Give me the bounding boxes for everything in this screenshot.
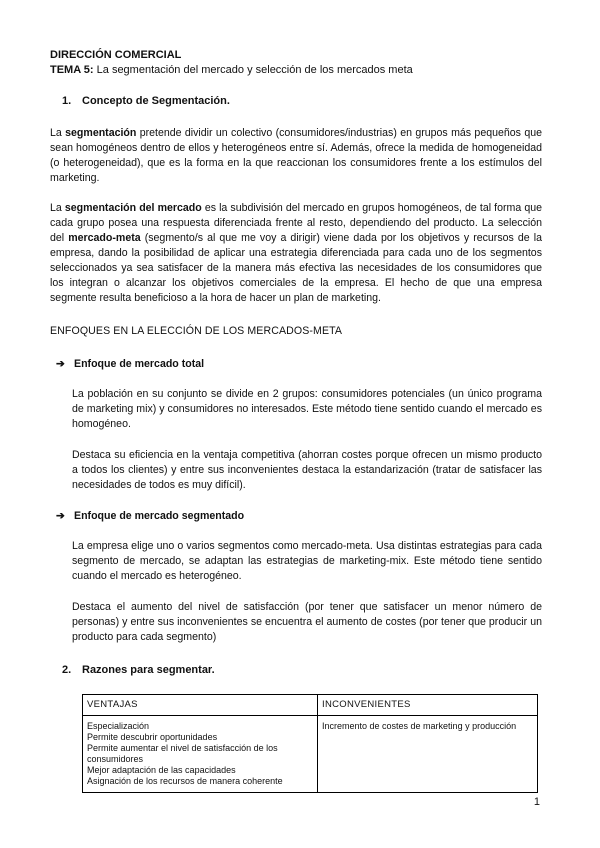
enfoque-total-heading <box>50 357 542 372</box>
table-row <box>83 716 538 793</box>
list-item: Incremento de costes de marketing y producción <box>322 721 517 731</box>
arrow-icon: ➔ <box>56 358 65 370</box>
ventajas-header: VENTAJAS <box>83 695 318 716</box>
arrow-icon: ➔ <box>56 510 65 522</box>
p1-pre: La <box>50 127 66 139</box>
p2-pre: La <box>50 202 65 214</box>
document-page <box>50 48 542 793</box>
list-item: Mejor adaptación de las capacidades <box>87 765 236 775</box>
enfoque-total-paragraph-2: Destaca su eficiencia en la ventaja competitiva (ahorran costes porque ofrecen un mismo producto a todos los clientes) y entre sus inconvenientes destaca la estandarización (tratar de satisfacer las necesidades de todos es muy difícil). <box>72 449 542 491</box>
section-2-title: Razones para segmentar. <box>82 664 215 676</box>
inconvenientes-cell <box>318 716 538 793</box>
tema-label: TEMA 5: <box>50 64 94 76</box>
inconvenientes-header: INCONVENIENTES <box>318 695 538 716</box>
segmentacion-paragraph <box>50 126 542 186</box>
list-item: Asignación de los recursos de manera coherente <box>87 776 283 786</box>
p1-bold: segmentación <box>65 127 137 139</box>
document-subtitle <box>50 63 542 78</box>
enfoque-segmentado-heading <box>50 509 542 524</box>
enfoque-total-paragraph-1: La población en su conjunto se divide en 2 grupos: consumidores potenciales (un único programa de marketing mix) y consumidores no interesados. Este método tiene sentido cuando el mercado es homogéneo. <box>72 388 542 430</box>
list-item: Permite descubrir oportunidades <box>87 732 218 742</box>
enfoque-segmentado-paragraph-2: Destaca el aumento del nivel de satisfacción (por tener que satisfacer un menor número de personas) y entre sus inconvenientes se encuentra el aumento de costes (por tener que producir un producto para cada segmento) <box>72 601 542 643</box>
section-2-number: 2. <box>62 664 72 676</box>
section-2-heading <box>50 663 542 678</box>
enfoque-segmentado-paragraph-1: La empresa elige uno o varios segmentos como mercado-meta. Usa distintas estrategias para cada segmento de mercado, se adaptan las estrategias de marketing-mix. Este método tiene sentido cuando el mercado es heterogéneo. <box>72 540 542 582</box>
document-title: DIRECCIÓN COMERCIAL <box>50 49 182 61</box>
ventajas-cell <box>83 716 318 793</box>
p2-bold2: mercado-meta <box>68 232 141 244</box>
list-item: Permite aumentar el nivel de satisfacción de los consumidores <box>87 743 278 764</box>
p2-mid: es la subdivisión del mercado en grupos homogéneos, de tal forma que cada grupo posea una respuesta diferenciada frente al resto, dependiendo del producto. La selección del <box>50 202 542 244</box>
enfoque-segmentado-title: Enfoque de mercado segmentado <box>74 510 245 522</box>
p1-post: pretende dividir un colectivo (consumidores/industrias) en grupos más pequeños que sean homogéneos dentro de ellos y heterogéneos entre sí. Además, ofrece la medida de homogeneidad (o heterogeneidad), que es la forma en la que reaccionan los consumidores frente a los estímulos del marketing. <box>50 127 542 184</box>
section-1-heading <box>50 94 542 109</box>
p2-bold1: segmentación del mercado <box>64 202 202 214</box>
table-header-row <box>83 695 538 716</box>
list-item: Especialización <box>87 721 150 731</box>
p2-post: (segmento/s al que me voy a dirigir) viene dada por los objetivos y recursos de la empresa, dando la posibilidad de aplicar una estrategia diferenciada para cada uno de los segmentos seleccionados ya sea satisfacer de la manera más efectiva las necesidades de los consumidores que los integran o alcanzar los objetivos comerciales de la empresa. El hecho de que una empresa segmente resulta beneficioso a la hora de hacer un plan de marketing. <box>50 232 542 304</box>
enfoque-total-title: Enfoque de mercado total <box>74 358 205 370</box>
enfoques-heading: ENFOQUES EN LA ELECCIÓN DE LOS MERCADOS-META <box>50 325 343 337</box>
section-1-number: 1. <box>62 95 72 107</box>
tema-text: La segmentación del mercado y selección de los mercados meta <box>93 64 413 76</box>
razones-table <box>82 694 538 793</box>
segmentacion-mercado-paragraph <box>50 201 542 306</box>
page-number: 1 <box>533 796 540 808</box>
section-1-title: Concepto de Segmentación. <box>82 95 230 107</box>
